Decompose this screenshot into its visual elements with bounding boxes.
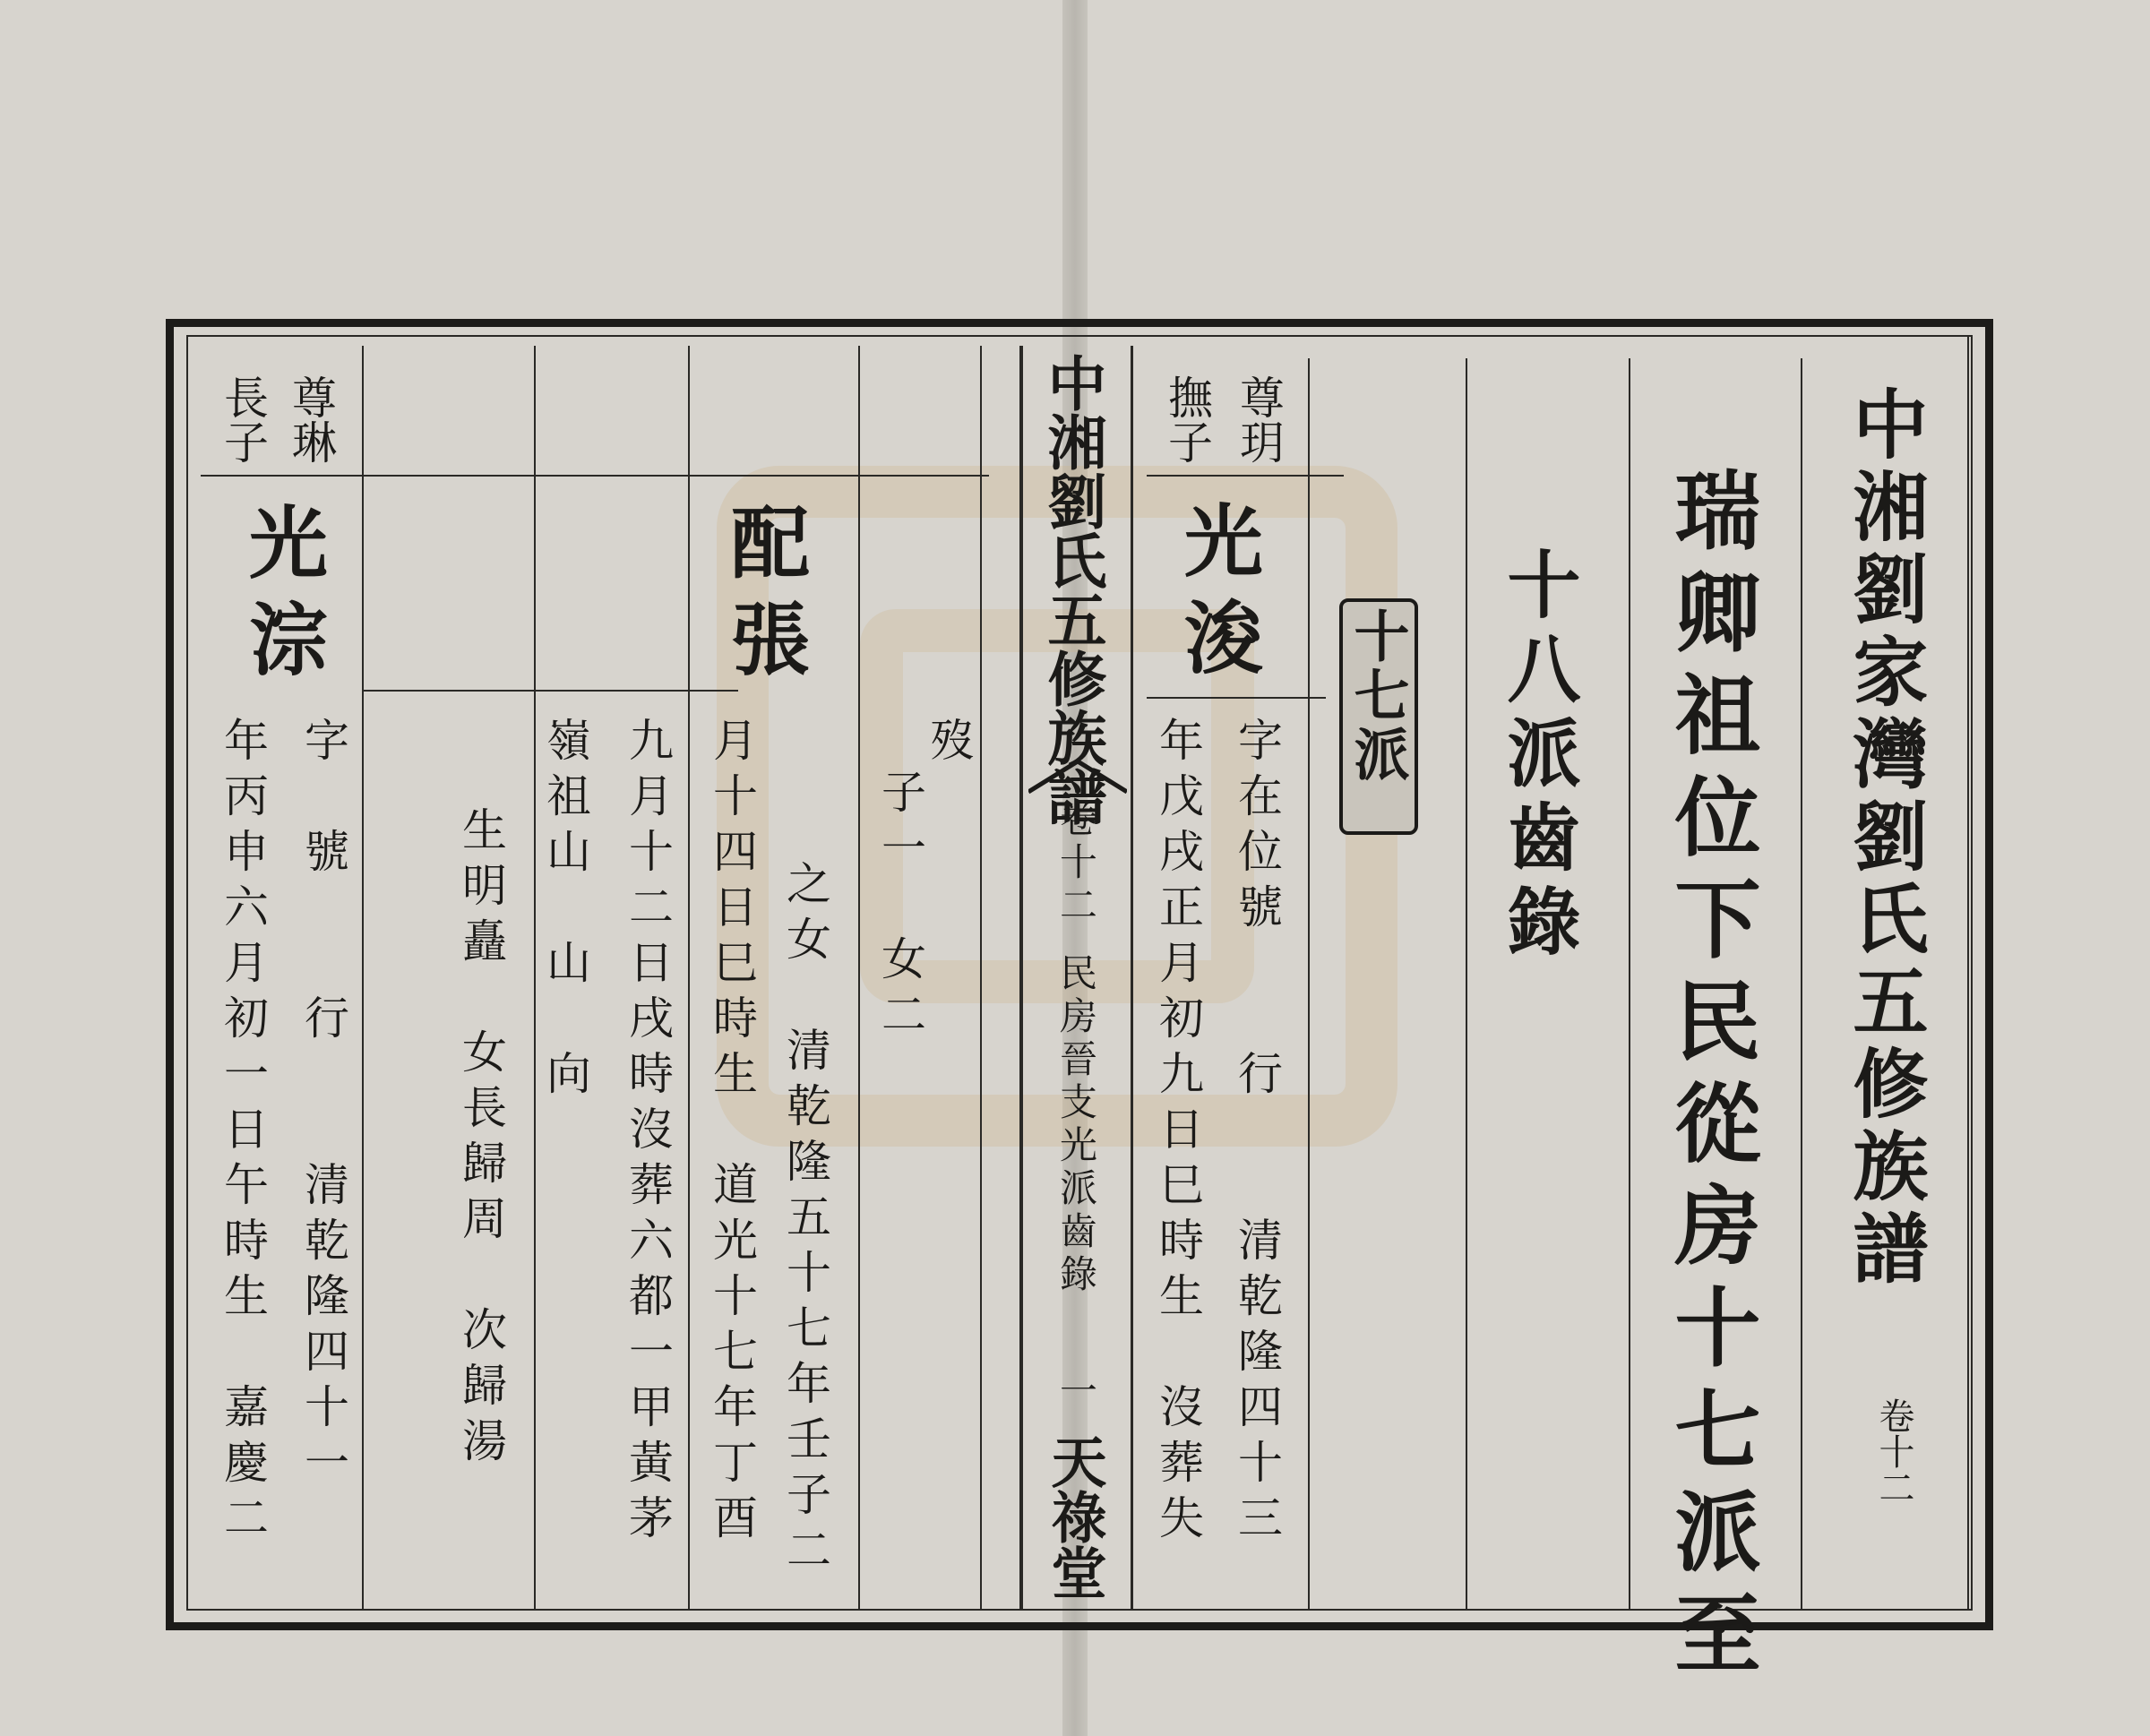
spine-page: 一: [1054, 1371, 1098, 1414]
spouse-column: 子一 女二: [874, 769, 926, 1046]
spouse-column: 之女 清乾隆五十七年壬子二: [779, 860, 831, 1582]
column-rule: [980, 346, 982, 1609]
spine-section: 民房晉支光派齒錄: [1054, 953, 1098, 1297]
column-rule: [1629, 358, 1630, 1609]
column-rule: [688, 346, 690, 1609]
spine-rule: [1019, 346, 1023, 1609]
column-rule: [362, 346, 364, 1609]
father-line: 尊玥: [1233, 374, 1285, 464]
generation-badge: 十七派: [1345, 607, 1410, 785]
column-rule: [858, 346, 860, 1609]
book-title: 中湘劉家灣劉氏五修族譜: [1841, 385, 1930, 1292]
record-column: 字 號 行 清乾隆四十一: [297, 717, 349, 1494]
column-rule: [1967, 337, 1969, 1609]
row-rule: [1147, 475, 1344, 477]
record-column: 年戊戌正月初九日巳時生 沒葬失: [1152, 717, 1204, 1550]
spouse-column: 歿: [923, 717, 975, 772]
record-column: 年丙申六月初一日午時生 嘉慶二: [217, 717, 269, 1550]
column-rule: [1466, 358, 1467, 1609]
relation-line: 撫子: [1161, 374, 1213, 464]
person-name: 光浚: [1172, 500, 1265, 693]
relation-line: 長子: [217, 374, 269, 464]
column-rule: [534, 346, 536, 1609]
lineage-heading: 瑞卿祖位下民從房十七派至: [1661, 466, 1762, 1691]
volume-label: 卷十二: [1873, 1397, 1914, 1505]
father-line: 尊琳: [285, 374, 337, 464]
row-rule: [362, 690, 738, 692]
column-rule: [1801, 358, 1802, 1609]
record-heading: 十八派齒錄: [1495, 546, 1581, 967]
spouse-label: 配張: [718, 502, 812, 695]
spine-hall: 天祿堂: [1042, 1433, 1107, 1600]
row-rule: [201, 475, 989, 477]
spine-volume: 卷十二: [1054, 799, 1098, 928]
column-rule: [1131, 346, 1133, 1609]
spouse-column: 生明矗 女長歸周 次歸湯: [455, 806, 507, 1473]
row-rule: [1147, 697, 1326, 699]
spine-title: 中湘劉氏五修族譜: [1037, 353, 1107, 826]
record-column: 字在位號 行 清乾隆四十三: [1231, 717, 1283, 1550]
spouse-column: 嶺祖山 山 向: [539, 717, 591, 1105]
person-name: 光淙: [236, 502, 330, 695]
spouse-column: 九月十二日戌時沒葬六都一甲黃茅: [622, 717, 674, 1550]
column-rule: [1308, 358, 1310, 1609]
spouse-column: 月十四日巳時生 道光十七年丁酉: [706, 717, 758, 1550]
